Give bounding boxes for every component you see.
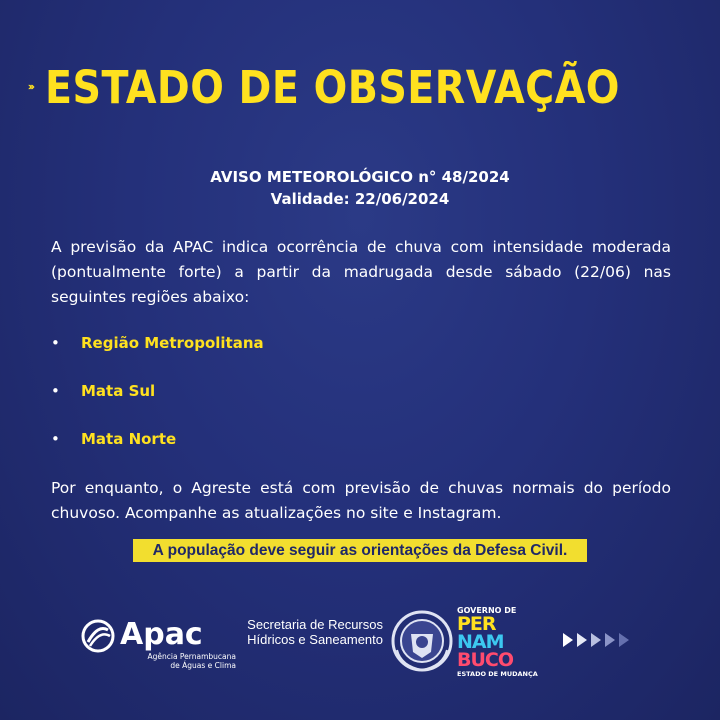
pe-tagline: ESTADO DE MUDANÇA [457, 670, 538, 678]
double-chevron-icon [28, 58, 35, 116]
pe-line: PER [457, 613, 496, 635]
civil-defense-banner: A população deve seguir as orientações da Defesa Civil. [133, 539, 587, 562]
page-title: ESTADO DE OBSERVAÇÃO [44, 60, 620, 114]
list-item [51, 380, 264, 428]
region-label: Mata Norte [81, 430, 177, 448]
bullet-icon: • [51, 334, 60, 352]
bullet-icon: • [51, 430, 60, 448]
state-seal-icon [389, 608, 455, 674]
secretaria-label: Secretaria de Recursos Hídricos e Saneamento [247, 617, 383, 647]
bullet-icon: • [51, 382, 60, 400]
agreste-paragraph: Por enquanto, o Agreste está com previsão de chuvas normais do período chuvoso. Acompanhe as atualizações no site e Instagram. [51, 479, 671, 522]
apac-subtitle: Agência Pernambucana de Águas e Clima [147, 652, 236, 670]
regions-list [51, 332, 264, 476]
next-arrows-icon [563, 633, 633, 647]
header [28, 52, 698, 122]
notice-heading [0, 166, 720, 210]
footer [0, 600, 720, 690]
list-item [51, 332, 264, 380]
pe-line: NAM [457, 631, 504, 653]
apac-name: Apac [120, 617, 203, 652]
list-item [51, 428, 264, 476]
gov-label: GOVERNO DE [457, 606, 517, 615]
pernambuco-logo [457, 606, 547, 684]
notice-validity: Validade: 22/06/2024 [270, 190, 450, 208]
forecast-paragraph: A previsão da APAC indica ocorrência de chuva com intensidade moderada (pontualmente forte) a partir da madrugada desde sábado (22/06) nas seguintes regiões abaixo: [51, 238, 671, 306]
region-label: Região Metropolitana [81, 334, 264, 352]
pe-line: BUCO [457, 649, 514, 671]
region-label: Mata Sul [81, 382, 156, 400]
apac-logo [80, 617, 236, 670]
apac-logo-icon [80, 618, 116, 654]
notice-number: AVISO METEOROLÓGICO n° 48/2024 [210, 168, 510, 186]
